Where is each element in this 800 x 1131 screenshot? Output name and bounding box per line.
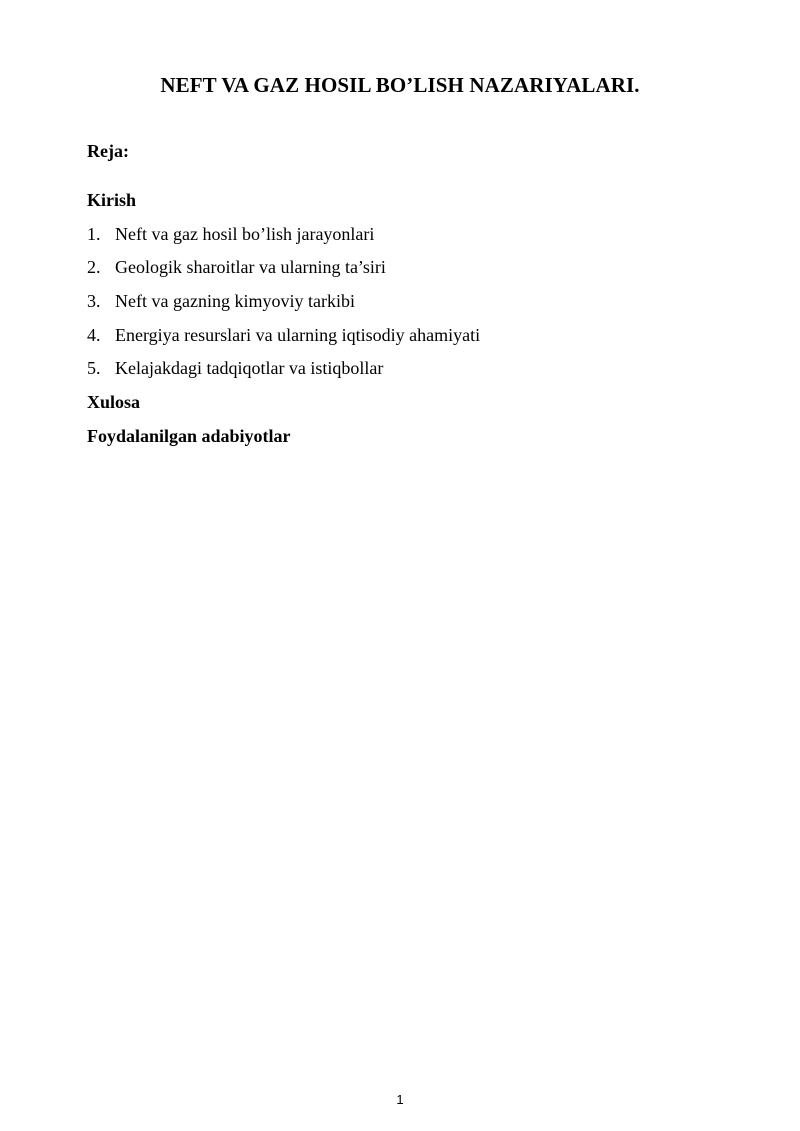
toc-item-number: 4. bbox=[87, 324, 101, 345]
toc-item-text: Neft va gaz hosil bo’lish jarayonlari bbox=[115, 223, 375, 244]
toc-item-number: 1. bbox=[87, 223, 101, 244]
toc-item bbox=[87, 319, 727, 353]
document-title: NEFT VA GAZ HOSIL BO’LISH NAZARIYALARI. bbox=[160, 73, 640, 97]
toc-item bbox=[87, 251, 727, 285]
toc-list bbox=[87, 218, 727, 386]
page-number: 1 bbox=[396, 1092, 404, 1107]
toc-item-number: 3. bbox=[87, 291, 101, 312]
toc-item bbox=[87, 285, 727, 319]
toc-item-text: Kelajakdagi tadqiqotlar va istiqbollar bbox=[115, 358, 384, 379]
references-heading: Foydalanilgan adabiyotlar bbox=[87, 425, 291, 446]
toc-item bbox=[87, 352, 727, 386]
plan-heading: Reja: bbox=[87, 141, 129, 161]
toc-item-text: Neft va gazning kimyoviy tarkibi bbox=[115, 291, 355, 312]
conclusion-heading: Xulosa bbox=[87, 392, 141, 413]
toc-item bbox=[87, 218, 727, 252]
toc-item-number: 2. bbox=[87, 257, 101, 278]
toc-item-text: Energiya resurslari va ularning iqtisodiy ahamiyati bbox=[115, 324, 481, 345]
intro-heading: Kirish bbox=[87, 190, 137, 210]
toc-item-text: Geologik sharoitlar va ularning ta’siri bbox=[115, 257, 386, 278]
toc-item-number: 5. bbox=[87, 358, 101, 379]
table-of-contents bbox=[87, 184, 727, 454]
